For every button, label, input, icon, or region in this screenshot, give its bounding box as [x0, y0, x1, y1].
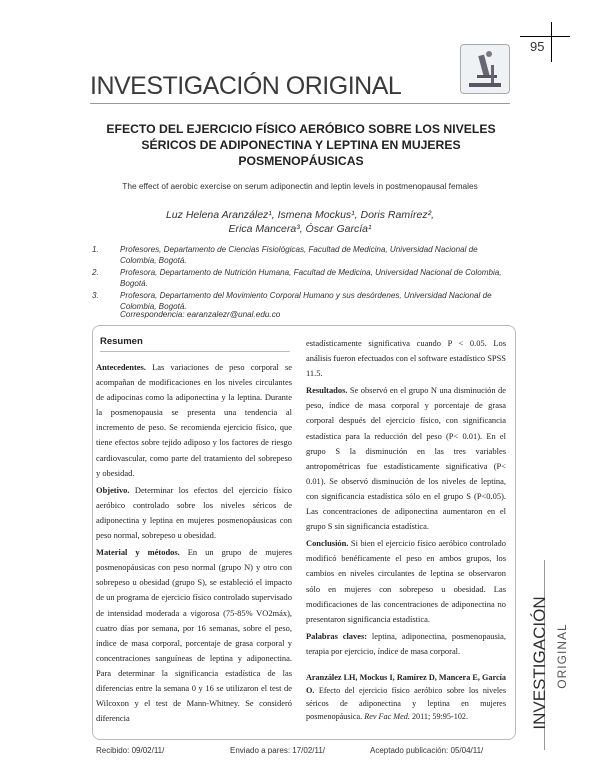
resumen-heading: Resumen: [100, 336, 143, 347]
abstract-keywords: Palabras claves: leptina, adiponectina, posmenopausia, terapia por ejercicio, índice de masa corporal.: [306, 630, 507, 656]
side-tab-label: INVESTIGACIÓN: [530, 596, 549, 730]
abstract-objetivo: Objetivo. Determinar los efectos del ejercicio físico aeróbico controlado sobre los niveles séricos de adiponectina y leptina en mujeres posmenopáusicas con peso normal, sobrepeso u obesidad.: [96, 484, 293, 541]
sent-to-peers-date: Enviado a pares: 17/02/11/: [230, 746, 326, 755]
microscope-logo-icon: [460, 44, 510, 94]
resumen-divider: [100, 351, 290, 352]
abstract-material-cont: estadísticamente significativa cuando P < 0.05. Los análisis fueron efectuados con el software estadístico SPSS 11.5.: [306, 338, 506, 379]
correspondence: [120, 310, 280, 319]
abstract-resultados: Resultados. Se observó en el grupo N una disminución de peso, índice de masa corporal y porcentaje de grasa corporal después del ejercicio físico, con significancia estadística para la reducción del peso (P< 0.01). En el grupo S la disminución en las tres variables antropométricas fue estadísticamente significativa (P< 0.01). Se observó disminución de los niveles de leptina, con significancia estadística sólo en el grupo S (P<0.05). Las concentraciones de adiponectina aumentaron en el grupo S sin significancia estadística.: [306, 385, 506, 532]
abstract-left-column: [96, 360, 292, 728]
affiliation-item: 1. Profesores, Departamento de Ciencias Fisiológicas, Facultad de Medicina, Universidad Nacional de Colombia, Bogotá.: [92, 245, 478, 265]
abstract-conclusion: Conclusión. Si bien el ejercicio físico aeróbico controlado modificó benéficamente el peso en ambos grupos, los cambios en niveles circulantes de leptina se observaron sólo en mujeres con sobrepeso u obesidad. Las modificaciones de las concentraciones de adiponectina no presentaron significancia estadística.: [306, 538, 506, 624]
abstract-right-column: [306, 336, 506, 723]
affiliations: [92, 244, 512, 313]
received-date: Recibido: 09/02/11/: [96, 746, 165, 755]
authors: [100, 208, 500, 236]
affiliation-item: 3. Profesora, Departamento del Movimiento Corporal Humano y sus desórdenes, Universidad Nacional de Colombia, Bogotá.: [92, 291, 492, 311]
citation: Aranzález LH, Mockus I, Ramírez D, Mancera E, García O. Efecto del ejercicio físico aeróbico sobre los niveles séricos de adiponectina y leptina en mujeres posmenopáusica. Rev Fac Med. 2011; 59:95-102.: [306, 672, 507, 721]
accepted-date: Aceptado publicación: 05/04/11/: [370, 746, 484, 755]
side-tab-sublabel: ORIGINAL: [555, 623, 569, 689]
crop-mark: [551, 22, 552, 62]
correspondence-email[interactable]: earanzalezr@unal.edu.co: [186, 310, 281, 319]
correspondence-label: Correspondencia:: [120, 310, 185, 319]
english-title: The effect of aerobic exercise on serum adiponectin and leptin levels in postmenopausal females: [122, 181, 478, 191]
header-divider: [90, 103, 510, 104]
abstract-material: Material y métodos. En un grupo de mujeres posmenopáusicas con peso normal (grupo N) y otro con sobrepeso u obesidad (grupo S), se estableció el impacto de un programa de ejercicio físico controlado supervisado de intensidad moderada a vigorosa (75-85% VO2máx), cuatro días por semana, por 16 semanas, sobre el peso, índice de masa corporal, porcentaje de grasa corporal y concentraciones sanguíneas de leptina y adiponectina. Para determinar la significancia estadística de las diferencias entre la semana 0 y 16 se utilizaron el test de Wilcoxon y el test de Mann-Whitney. Se consideró diferencia: [96, 547, 292, 724]
authors-line: Luz Helena Aranzález¹, Ismena Mockus¹, Doris Ramírez²,: [165, 209, 435, 221]
page-number: 95: [530, 39, 545, 54]
authors-line: Erica Mancera³, Óscar García¹: [228, 223, 372, 235]
article-title: EFECTO DEL EJERCICIO FÍSICO AERÓBICO SOBRE LOS NIVELES SÉRICOS DE ADIPONECTINA Y LEPTINA EN MUJERES POSMENOPÁUSICAS: [106, 122, 496, 168]
section-header: INVESTIGACIÓN ORIGINAL: [90, 72, 402, 100]
affiliation-item: 2. Profesora, Departamento de Nutrición Humana, Facultad de Medicina, Universidad Nacional de Colombia, Bogotá.: [92, 268, 502, 288]
crop-mark: [520, 36, 570, 37]
abstract-antecedentes: Antecedentes. Las variaciones de peso corporal se acompañan de modificaciones en los niveles circulantes de adipocinas como la adiponectina y la leptina. Durante la posmenopausia se presenta una tendencia al incremento de peso. Se recomienda ejercicio físico, que tiene efectos sobre tejido adiposo y los factores de riesgo cardiovascular, como parte del tratamiento del sobrepeso y obesidad.: [96, 362, 293, 478]
